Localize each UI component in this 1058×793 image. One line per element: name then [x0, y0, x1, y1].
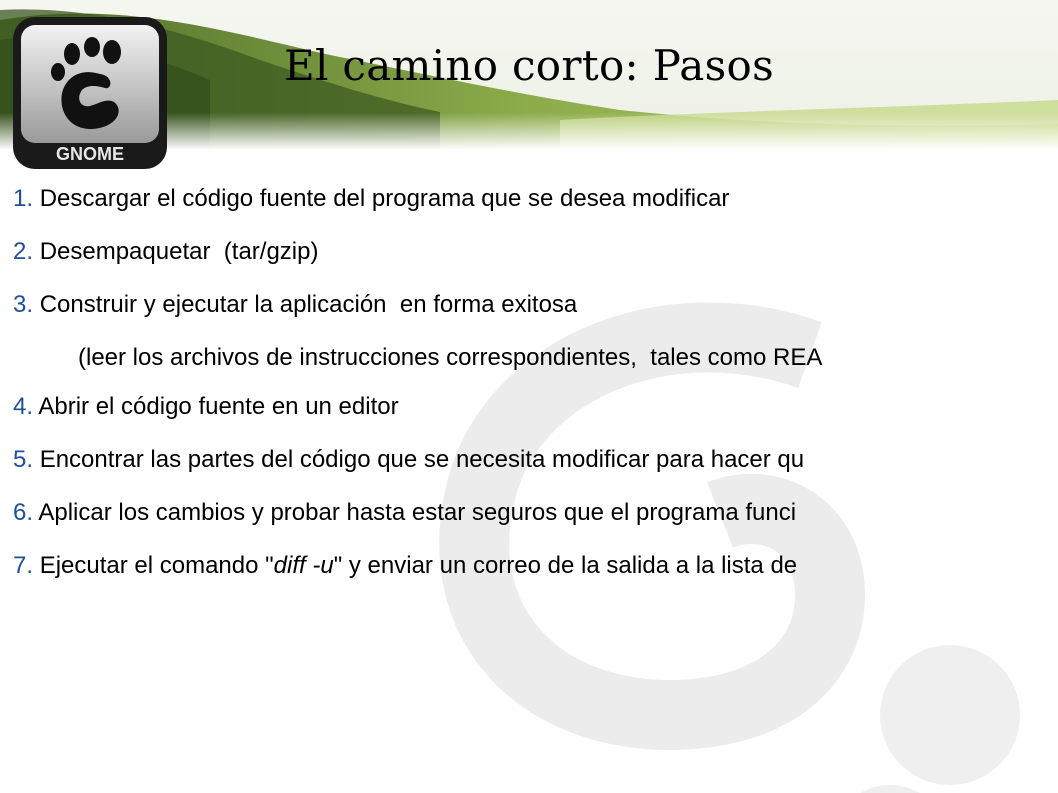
- gnome-foot-watermark-icon: [250, 195, 1058, 793]
- logo-text: GNOME: [55, 144, 125, 164]
- list-item: [13, 445, 804, 475]
- item-number: 5.: [13, 446, 34, 473]
- list-item: [13, 184, 729, 214]
- list-item: [13, 237, 318, 267]
- item-number: 3.: [13, 291, 34, 318]
- slide-title-text: El camino corto: Pasos: [284, 41, 774, 90]
- list-item: [13, 290, 577, 320]
- item-text: Encontrar las partes del código que se necesita modificar para hacer qu: [39, 446, 805, 473]
- item-text: Aplicar los cambios y probar hasta estar seguros que el programa funci: [38, 499, 797, 526]
- item-text: Desempaquetar (tar/gzip): [39, 238, 319, 265]
- item-text: Construir y ejecutar la aplicación en forma exitosa: [39, 291, 578, 318]
- item-text-italic: diff -u: [273, 552, 334, 579]
- item-text: Abrir el código fuente en un editor: [38, 393, 399, 420]
- item-subtext: (leer los archivos de instrucciones correspondientes, tales como REA: [78, 344, 823, 371]
- item-number: 4.: [13, 393, 34, 420]
- item-number: 2.: [13, 238, 34, 265]
- item-text: Descargar el código fuente del programa que se desea modificar: [39, 185, 730, 212]
- list-subitem: [78, 343, 822, 373]
- item-number: 6.: [13, 499, 34, 526]
- slide-title: [0, 38, 1058, 94]
- item-text-before: Ejecutar el comando ": [39, 552, 274, 579]
- item-number: 1.: [13, 185, 34, 212]
- item-text-after: " y enviar un correo de la salida a la lista de: [333, 552, 798, 579]
- list-item: [13, 392, 399, 422]
- item-number: 7.: [13, 552, 34, 579]
- list-item: [13, 551, 797, 581]
- list-item: [13, 498, 796, 528]
